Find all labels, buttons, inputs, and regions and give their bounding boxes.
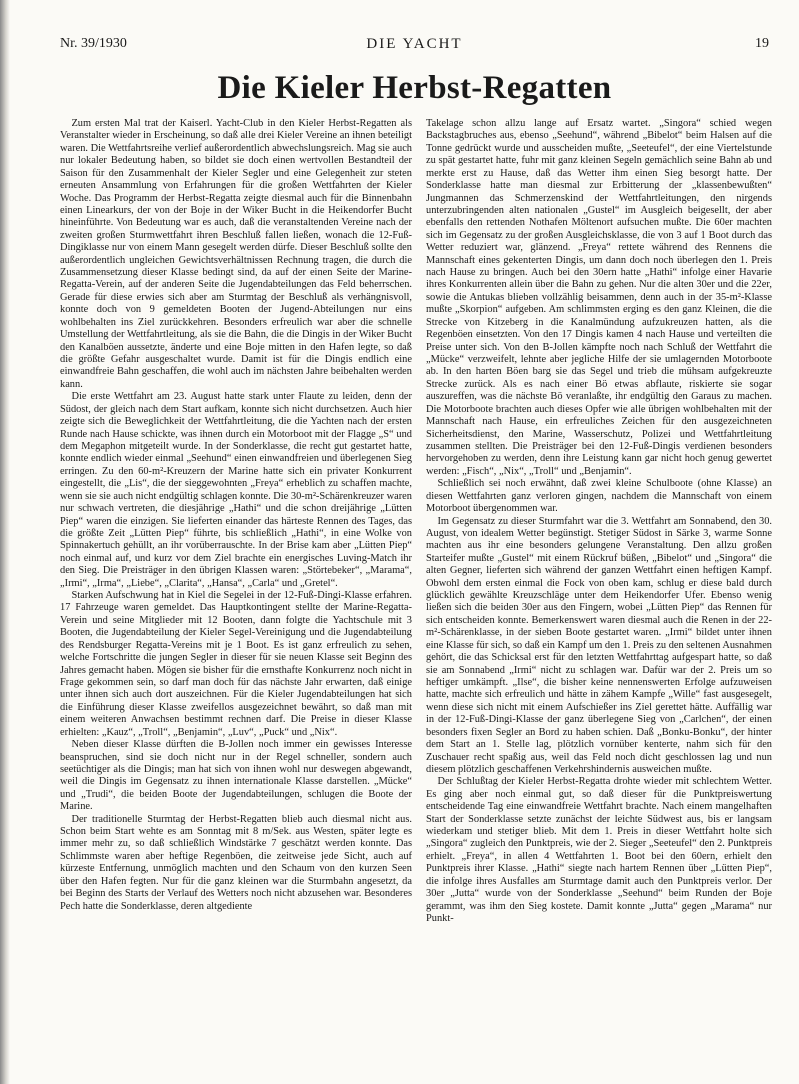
page-number: 19	[755, 36, 769, 51]
paragraph: Takelage schon allzu lange auf Ersatz wartet. „Singora“ schied wegen Backstagbruches aus, ebenso „Seehund“, während „Bibelot“ beim Halsen auf die Tonne gedrückt wurde und ausscheiden mußte, „Seeteufel“, der eine Viertelstunde zu spät gestartet hatte, fuhr mit ganz kleinen Segeln gemächlich seine Bahn ab und merkte erst zu Hause, daß das Wetter ihm einen Sieg besorgt hatte. Der Sonderklasse hatte man diesmal zur Erbitterung der „klassenbewußten“ Jungmannen das Schmerzenskind der Wettfahrtleitungen, den nirgends unterzubringenden alten nationalen „Gustel“ im Ausgleich beigesellt, der aber ebenfalls den rettenden Nothafen Möltenort aufsuchen mußte. Die 60er machten sich im Gegensatz zu der großen Ausgleichsklasse, die von 3 auf 1 Boot durch das Wetter reduziert war, glänzend. „Freya“ rettete während des Rennens die Mannschaft eines gekenterten Dingis, um dann doch noch überlegen den 1. Preis nach Hause zu bringen. Auch bei den 30ern hatte „Hathi“ infolge einer Havarie ihres Konkurrenten allein über die Bahn zu gehen. Nur die alten 30er und die 22er, sowie die Antukas blieben vollzählig beisammen, denn auch in der 35-m²-Klasse mußte „Skorpion“ aufgeben. Am schlimmsten erging es den ganz Kleinen, die die Strecke von Kitzeberg in die Kanalmündung aufzukreuzen hatten, als die Regenböen einsetzten. Von den 17 Dingis kamen 4 nach Hause und verteilten die Preise unter sich. Von den B-Jollen kämpfte noch nach Schluß der Wettfahrt die „Mücke“ verzweifelt, lehnte aber jegliche Hilfe der sie umlagernden Motorboote ab. In den harten Böen barg sie das Segel und trieb die mühsam aufgekreuzte Strecke zurück. Als es nach einer Bö etwas abflaute, riskierte sie sogar auszureffen, was die nächste Bö veranlaßte, ihr endgültig den Garaus zu machen. Die Motorboote brachten auch dieses Opfer wie alle übrigen wohlbehalten mit der Mannschaft nach Hause, ein erfreuliches Zeichen für den ausgezeichneten Sicherheitsdienst, den Marine, Wasserschutz, Polizei und Wettfahrtleitung zusammen stellten. Die Preisträger bei den 12-Fuß-Dingis verdienen besonders hervorgehoben zu werden, denn ihre Leistung kann gar nicht hoch genug gewertet werden: „Fisch“, „Nix“, „Troll“ und „Benjamin“.	[426, 118, 772, 477]
paragraph: Schließlich sei noch erwähnt, daß zwei kleine Schulboote (ohne Klasse) an diesen Wettfahrten ganz verloren gingen, nachdem die Mannschaft von einem Motorboot übergenommen war.	[426, 478, 772, 515]
journal-name: DIE YACHT	[366, 36, 463, 52]
paragraph: Der traditionelle Sturmtag der Herbst-Regatten blieb auch diesmal nicht aus. Schon beim Start wehte es am Sonntag mit 8 m/Sek. aus Westen, später legte es immer mehr zu, so daß schließlich Windstärke 7 geschätzt werden konnte. Das Schlimmste waren aber heftige Regenböen, die zeitweise jede Sicht, auch auf kürzeste Entfernung, unmöglich machten und den Schaum von den kurzen Seen über den Hafen fegten. Nur für die ganz kleinen war die Sturmbahn angesetzt, da bei Beginn des Starts der Verlauf des Wetters noch nicht abzusehen war. Besonderes Pech hatte die Sonderklasse, deren altgediente	[60, 813, 412, 912]
right-column	[426, 118, 772, 1063]
page-header	[60, 36, 769, 56]
paragraph: Neben dieser Klasse dürften die B-Jollen noch immer ein gewisses Interesse beanspruchen, sind sie doch nicht nur in der Regel schneller, sondern auch seetüchtiger als die Dingis; man hat sich von ihnen wohl nur deswegen abgewandt, weil die Dingis im Gegensatz zu ihnen internationale Klasse darstellen. „Mücke“ und „Trudi“, die beiden Boote der Jugendabteilungen, schlugen die Boote der Marine.	[60, 739, 412, 813]
paragraph: Starken Aufschwung hat in Kiel die Segelei in der 12-Fuß-Dingi-Klasse erfahren. 17 Fahrzeuge waren gemeldet. Das Hauptkontingent stellte der Marine-Regatta-Verein und seine Mitglieder mit 12 Booten, dann folgte die Yachtschule mit 3 Booten, die Jugendabteilung der Kieler Segel-Vereinigung und die Jugendabteilung des Rendsburger Regatta-Vereins mit je 1 Boot. Es ist ganz erfreulich zu sehen, welche Fortschritte die jungen Segler in dieser für sie neuen Klasse seit Beginn des Jahres gemacht haben. Mögen sie bisher für die ernsthafte Konkurrenz noch nicht in Frage gekommen sein, so darf man doch für das nächste Jahr erwarten, daß einige unter ihnen sich auch dort auszeichnen. Für die Kieler Jugendabteilungen hat sich die Einführung dieser Klasse zweifellos ausgezeichnet bewährt, so daß man mit einem weiteren Anwachsen bestimmt rechnen darf. Die Preise in dieser Klasse erhielten: „Kauz“, „Troll“, „Benjamin“, „Luv“, „Puck“ und „Nix“.	[60, 590, 412, 738]
paragraph: Die erste Wettfahrt am 23. August hatte stark unter Flaute zu leiden, denn der Südost, der gleich nach dem Start aufkam, konnte sich nicht durchsetzen. Auch hier zeigte sich die Beweglichkeit der Wettfahrtleitung, die die Yachten nach der ersten Runde nach Hause schickte, was ihnen durch ein Motorboot mit der Flagge „S“ und dem Megaphon mitgeteilt wurde. In der Sonderklasse, die recht gut gestartet hatte, konnte endlich wieder einmal „Seehund“ einen einwandfreien und überlegenen Sieg erringen. Zu den 60-m²-Kreuzern der Marine hatte sich ein privater Konkurrent eingestellt, die „Lis“, die der sieggewohnten „Freya“ erheblich zu schaffen machte, wenn sie sie auch nicht endgültig schlagen konnte. Die 30-m²-Schärenkreuzer waren nur schwach vertreten, die diesjährige „Hathi“ und die schon dreijährige „Lütten Piep“ waren die einzigen. Sie lieferten einander das härteste Rennen des Tages, das die größte Zeit „Lütten Piep“ führte, bis schließlich „Hathi“, in eine Wolke von Spinnakertuch gehüllt, an ihr vorüberrauschte. In der Brise kam aber „Lütten Piep“ noch einmal auf, und kurz vor dem Ziel brachte ein energisches Luving-Match ihr den Sieg. Die Preisträger in den übrigen Klassen waren: „Störtebeker“, „Marama“, „Irmi“, „Irma“, „Liebe“, „Clarita“, „Hansa“, „Carla“ und „Gretel“.	[60, 391, 412, 589]
page-binding-shadow	[0, 0, 10, 1084]
left-column	[60, 118, 412, 1063]
paragraph: Der Schlußtag der Kieler Herbst-Regatta drohte wieder mit schlechtem Wetter. Es ging aber noch einmal gut, so daß dieser für die Punktpreiswertung entscheidende Tag eine einwandfreie Wettfahrt brachte. Nach einem mangelhaften Start der Sonderklasse setzte zunächst der leichte Südwest aus, bis er langsam wiederkam und stetiger blieb. Mit dem 1. Preis in dieser Wettfahrt holte sich „Singora“ zugleich den Punktpreis, wie der 2. Sieger „Seeteufel“ den 2. Punktpreis erhielt. „Freya“, in allen 4 Wettfahrten 1. Boot bei den 60ern, erhielt den Punktpreis ihrer Klasse. „Hathi“ siegte nach hartem Rennen über „Lütten Piep“, die infolge ihres Ausfalles am Sturmtage damit auch den Punktpreis verlor. Der 30er „Jutta“ wurde von der Sonderklasse „Seehund“ beim Runden der Boje gerammt, was ihm den Sieg kostete. Damit konnte „Jutta“ gegen „Marama“ nur Punkt-	[426, 776, 772, 924]
paragraph: Im Gegensatz zu dieser Sturmfahrt war die 3. Wettfahrt am Sonnabend, den 30. August, von idealem Wetter begünstigt. Stetiger Südost in Särke 3, warme Sonne machten aus ihr eine besonders gelungene Veranstaltung. Den allzu großen Starteifer mußte „Gustel“ mit einem Rückruf büßen, „Bibelot“ und „Singora“ die alten Gegner, lieferten sich während der ganzen Wettfahrt einen heftigen Kampf. Obwohl dem ersten einmal die Fock von oben kam, schlug er diese bald durch glücklich gewählte Kreuzschläge unter dem Heikendorfer Ufer. Ebenso wenig ließen sich die beiden 30er aus den Fingern, wobei „Lütten Piep“ das Rennen für sich entscheiden konnte. Bemerkenswert waren diesmal auch die Renen in der 22-m²-Schärenklasse, in der sieben Boote gestartet waren. „Irmi“ bildet unter ihnen eine Klasse für sich, so daß ein Kampf um den 1. Preis zu den seltenen Ausnahmen gehört, die das Schicksal erst für den letzten Wettfahrttag aufgespart hatte, so daß sie am Sonnabend „Irmi“ nicht zu schlagen war. Dafür war der 2. Preis um so heftiger umkämpft. „Ilse“, die bisher keine nennenswerten Erfolge aufzuweisen hatte, machte sich erfreulich und hätte in zähem Kampfe „Wille“ fast ausgesegelt, wenn diese sich nicht mit einem Aufschießer ins Ziel gerettet hätte. Auffällig war in der 12-Fuß-Dingi-Klasse der ganz überlegene Sieg von „Carlchen“, der einen besonders fixen Segler an Bord zu haben schien. Daß „Bonku-Bonku“, der hinter dem Start an 1. Stelle lag, plötzlich vornüber kenterte, nahm sich für den Zuschauer recht spaßig aus, weil das Feld noch dicht geschlossen lag und nun diesem plötzlich geschaffenen Verkehrshindernis ausweichen mußte.	[426, 515, 772, 775]
issue-number: Nr. 39/1930	[60, 36, 127, 51]
article-title: Die Kieler Herbst-Regatten	[217, 70, 612, 106]
paragraph: Zum ersten Mal trat der Kaiserl. Yacht-Club in den Kieler Herbst-Regatten als Veranstalter wieder in Erscheinung, so daß alle drei Kieler Vereine an ihnen beteiligt waren. Die Wettfahrtsreihe verlief außerordentlich abwechslungsreich. Mag sie auch nur lokaler Bedeutung haben, so bildet sie doch einen wertvollen Bestandteil der Saison für den Zusammenhalt der Kieler Segler und eine Gelegenheit zur steten erneuten Ansammlung von Erfahrungen für die großen Wettfahrten der Kieler Woche. Das Programm der Herbst-Regatta zeigte diesmal auch für die Binnenbahn einen Linearkurs, der von der Boje in der Wiker Bucht in die Heikendorfer Bucht hineinführte. Von Bedeutung war es auch, daß die veranstaltenden Vereine nach der zweiten großen Sturmwettfahrt ihren Beschluß fallen ließen, wonach die 12-Fuß-Dingiklasse nur von einem Mann gesegelt werden dürfe. Dieser Beschluß sollte den außerordentlich ungleichen Gewichtsverhältnissen Rechnung tragen, die durch die Zusammensetzung dieser Klasse bedingt sind, da auf der einen Seite der Marine-Regatta-Verein, auf der anderen Seite die Jugendabteilungen das Feld beherrschen. Gerade für diese erwies sich aber am Sturmtag der Beschluß als verhängnisvoll, konnte doch von 9 gemeldeten Booten der Jugend-Abteilungen nur eins wohlbehalten ins Ziel zurückkehren. Besonders erfreulich war aber die schnelle Umstellung der Wettfahrtleitung, als sie die Bahn, die die Dingis in der Wiker Bucht den Kanalböen aussetzte, änderte und eine Boje mitten in den Hafen legte, so daß die größte Gefahr ausgeschaltet wurde. Damit ist für die Dingis endlich eine einwandfreie Bahn geschaffen, die wohl auch im nächsten Jahre beibehalten werden kann.	[60, 118, 412, 390]
